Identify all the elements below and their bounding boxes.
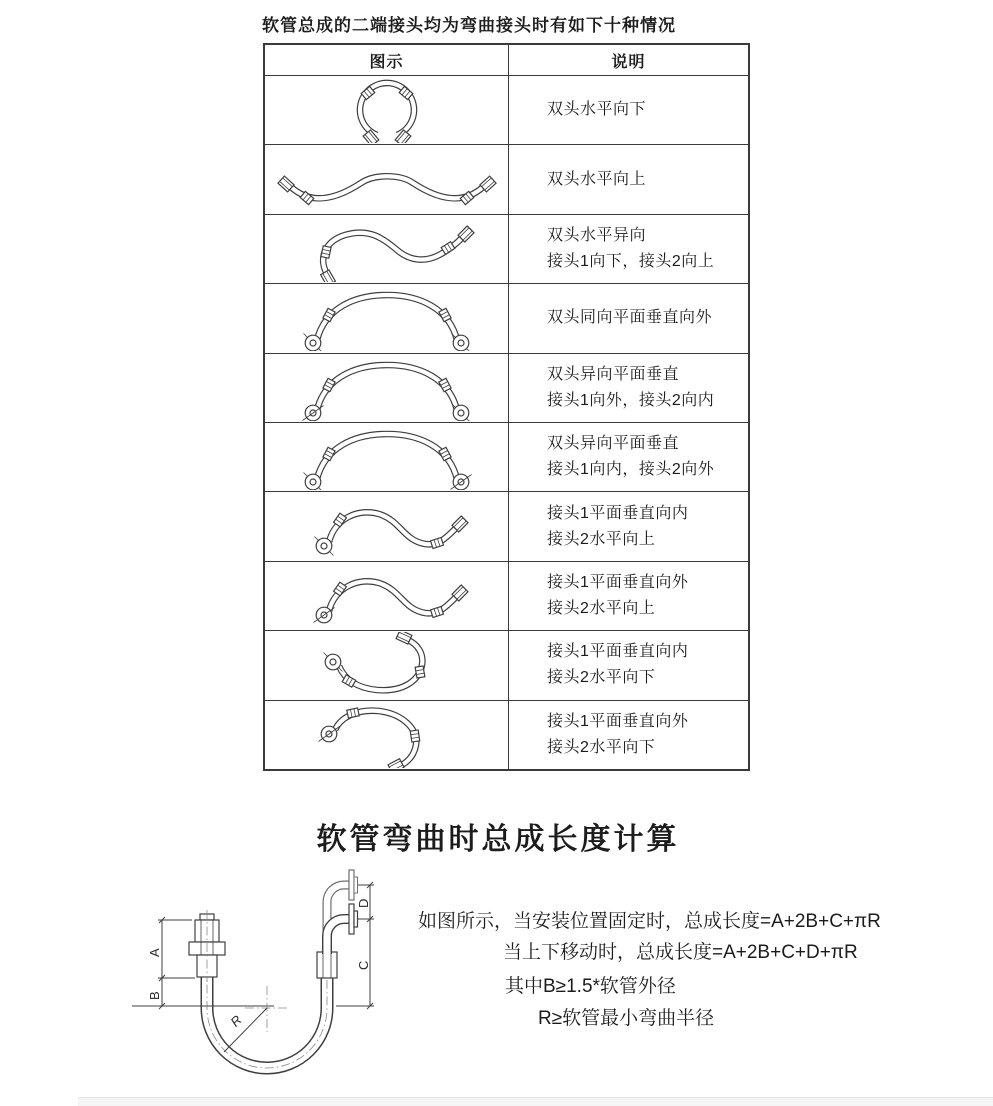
illustration-cell bbox=[265, 215, 509, 283]
description-line: 接头2水平向下 bbox=[547, 669, 656, 687]
description-cell bbox=[509, 215, 748, 283]
hose-s-curve-end1-down-end2-up-icon bbox=[267, 216, 507, 282]
table-row bbox=[265, 214, 748, 283]
description-cell bbox=[509, 562, 748, 630]
section-title: 软管弯曲时总成长度计算 bbox=[316, 823, 680, 856]
dim-label-b: B bbox=[147, 991, 162, 1000]
description-line: 接头1向下，接头2向上 bbox=[547, 252, 715, 270]
description-cell bbox=[509, 76, 748, 144]
illustration-cell bbox=[265, 701, 509, 769]
description-cell bbox=[509, 701, 748, 769]
hose-hook-flange1-in-end2-down-icon bbox=[267, 632, 507, 698]
description-line: 双头异向平面垂直 bbox=[547, 435, 680, 453]
illustration-cell bbox=[265, 354, 509, 422]
description-cell bbox=[509, 145, 748, 213]
description-line: 接头2水平向上 bbox=[547, 599, 656, 617]
hose-cases-table bbox=[263, 43, 750, 771]
hose-wave-flange1-in-end2-up-icon bbox=[267, 494, 507, 560]
description-line: 双头异向平面垂直 bbox=[547, 365, 680, 383]
illustration-cell bbox=[265, 492, 509, 560]
table-header-row bbox=[265, 45, 748, 75]
description-line: 双头水平异向 bbox=[547, 226, 647, 244]
hose-wave-flange1-out-end2-up-icon bbox=[267, 563, 507, 629]
hose-arch-flange1-in-flange2-out-icon bbox=[267, 424, 507, 490]
note-b-constraint: 其中B≥1.5*软管外径 bbox=[505, 976, 676, 997]
dim-label-c: C bbox=[356, 960, 371, 970]
illustration-cell bbox=[265, 145, 509, 213]
hose-hook-flange1-out-end2-down-icon bbox=[267, 702, 507, 768]
description-line: 接头1平面垂直向外 bbox=[547, 573, 689, 591]
description-line: 接头2水平向下 bbox=[547, 738, 656, 756]
formula-fixed-position: 如图所示，当安装位置固定时，总成长度=A+2B+C+πR bbox=[418, 911, 881, 932]
table-row bbox=[265, 700, 748, 769]
dim-label-r: R bbox=[227, 1012, 245, 1030]
table-row bbox=[265, 630, 748, 699]
dim-label-a: A bbox=[147, 948, 162, 957]
table-row bbox=[265, 75, 748, 144]
description-cell bbox=[509, 354, 748, 422]
hose-open-ring-both-ends-down-icon bbox=[267, 77, 507, 143]
description-line: 接头1平面垂直向外 bbox=[547, 712, 689, 730]
note-r-constraint: R≥软管最小弯曲半径 bbox=[538, 1008, 715, 1029]
formula-moving-position: 当上下移动时，总成长度=A+2B+C+D+πR bbox=[503, 942, 858, 963]
description-cell bbox=[509, 492, 748, 560]
illustration-cell bbox=[265, 284, 509, 352]
column-header-illustration: 图示 bbox=[265, 45, 509, 75]
calc-formulas bbox=[418, 906, 881, 968]
illustration-cell bbox=[265, 562, 509, 630]
column-header-description: 说明 bbox=[611, 53, 646, 71]
calc-notes bbox=[505, 971, 714, 1035]
illustration-cell bbox=[265, 76, 509, 144]
page-title: 软管总成的二端接头均为弯曲接头时有如下十种情况 bbox=[262, 16, 676, 35]
u-hose-dimension-drawing bbox=[112, 856, 418, 1106]
description-line: 接头1向外，接头2向内 bbox=[547, 391, 715, 409]
hose-arch-flange1-out-flange2-in-icon bbox=[267, 355, 507, 421]
hose-wave-both-ends-up-icon bbox=[267, 147, 507, 213]
table-row bbox=[265, 491, 748, 560]
page-bottom-rule bbox=[78, 1097, 993, 1106]
table-row bbox=[265, 283, 748, 352]
description-cell bbox=[509, 284, 748, 352]
description-line: 接头1平面垂直向内 bbox=[547, 504, 689, 522]
illustration-cell bbox=[265, 631, 509, 699]
description-cell bbox=[509, 631, 748, 699]
table-row bbox=[265, 422, 748, 491]
table-row bbox=[265, 561, 748, 630]
table-row bbox=[265, 353, 748, 422]
illustration-cell bbox=[265, 423, 509, 491]
table-row bbox=[265, 144, 748, 213]
description-line: 接头1向内，接头2向外 bbox=[547, 461, 715, 479]
dim-label-d: D bbox=[356, 898, 371, 908]
description-line: 双头同向平面垂直向外 bbox=[547, 309, 713, 327]
hose-arch-both-flanges-outward-icon bbox=[267, 285, 507, 351]
description-line: 双头水平向上 bbox=[547, 170, 647, 188]
description-line: 双头水平向下 bbox=[547, 101, 647, 119]
description-line: 接头1平面垂直向内 bbox=[547, 643, 689, 661]
description-cell bbox=[509, 423, 748, 491]
description-line: 接头2水平向上 bbox=[547, 530, 656, 548]
